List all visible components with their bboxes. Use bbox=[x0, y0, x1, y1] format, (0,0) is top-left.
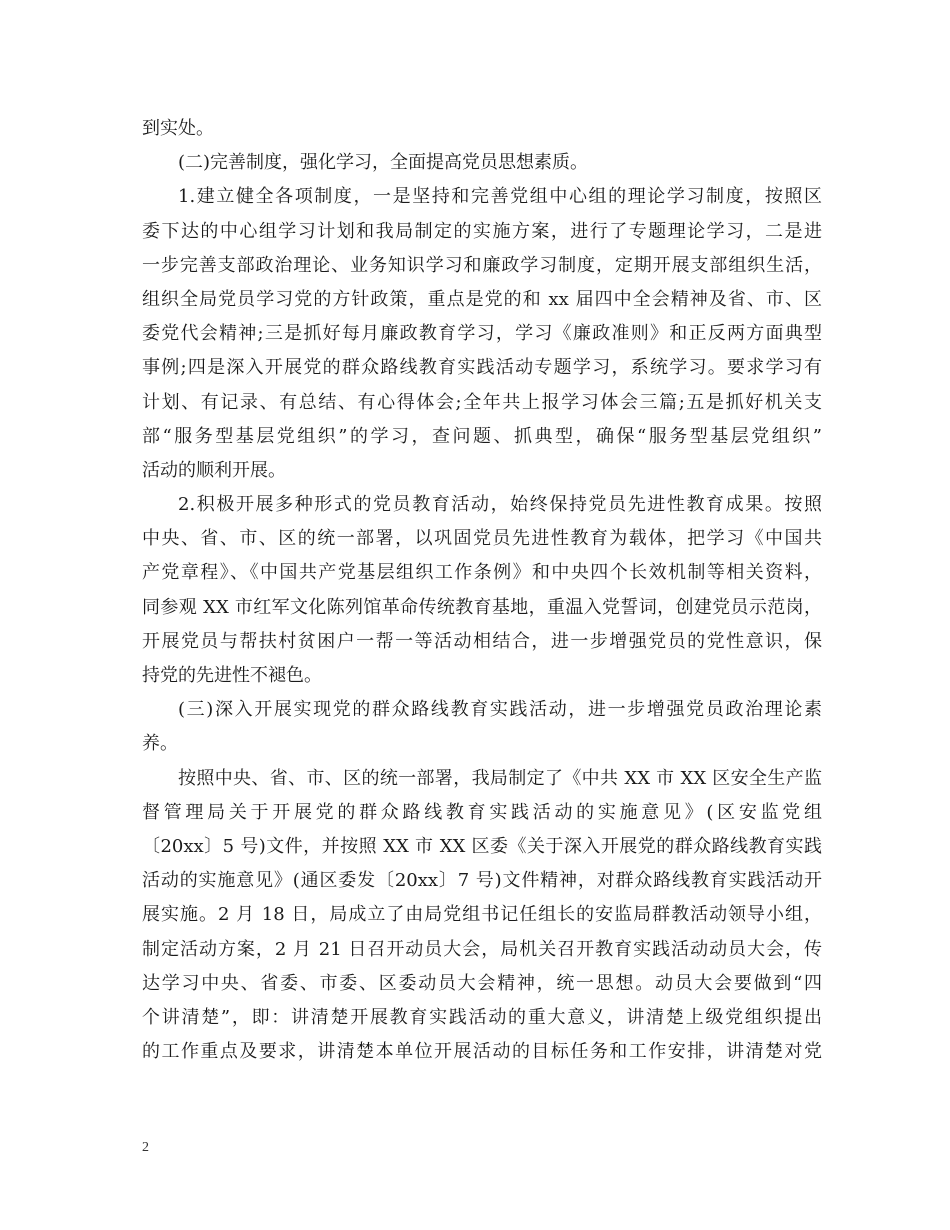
text-line: 一步完善支部政治理论、业务知识学习和廉政学习制度，定期开展支部组织生活， bbox=[142, 254, 822, 276]
text-line: 养。 bbox=[142, 733, 178, 755]
text-line: 委下达的中心组学习计划和我局制定的实施方案，进行了专题理论学习，二是进 bbox=[142, 220, 822, 242]
text-line: (三)深入开展实现党的群众路线教育实践活动，进一步增强党员政治理论素 bbox=[178, 699, 822, 721]
text-line: 产党章程》、《中国共产党基层组织工作条例》和中央四个长效机制等相关资料， bbox=[142, 562, 822, 584]
text-line: 制定活动方案，2 月 21 日召开动员大会，局机关召开教育实践活动动员大会，传 bbox=[142, 938, 822, 960]
text-line: 达学习中央、省委、市委、区委动员大会精神，统一思想。动员大会要做到“四 bbox=[142, 972, 822, 994]
text-line: 计划、有记录、有总结、有心得体会;全年共上报学习体会三篇;五是抓好机关支 bbox=[142, 391, 822, 413]
text-line: 委党代会精神;三是抓好每月廉政教育学习，学习《廉政准则》和正反两方面典型 bbox=[142, 323, 822, 345]
body-text bbox=[142, 112, 822, 1069]
text-line: 中央、省、市、区的统一部署，以巩固党员先进性教育为载体，把学习《中国共 bbox=[142, 528, 822, 550]
text-line: 活动的顺利开展。 bbox=[142, 459, 286, 481]
text-line: 活动的实施意见》(通区委发〔20xx〕7 号)文件精神，对群众路线教育实践活动开 bbox=[142, 870, 822, 892]
text-line: 同参观 XX 市红军文化陈列馆革命传统教育基地，重温入党誓词，创建党员示范岗， bbox=[142, 596, 822, 618]
text-line: 1.建立健全各项制度，一是坚持和完善党组中心组的理论学习制度，按照区 bbox=[178, 186, 822, 208]
text-line: 展实施。2 月 18 日，局成立了由局党组书记任组长的安监局群教活动领导小组， bbox=[142, 904, 822, 926]
text-line: 2.积极开展多种形式的党员教育活动，始终保持党员先进性教育成果。按照 bbox=[178, 494, 822, 516]
text-line: 督管理局关于开展党的群众路线教育实践活动的实施意见》(区安监党组 bbox=[142, 801, 822, 823]
text-line: 的工作重点及要求，讲清楚本单位开展活动的目标任务和工作安排，讲清楚对党 bbox=[142, 1041, 822, 1063]
text-line: 〔20xx〕5 号)文件，并按照 XX 市 XX 区委《关于深入开展党的群众路线教育实践 bbox=[142, 835, 822, 857]
page-number: 2 bbox=[142, 1140, 149, 1155]
text-line: 到实处。 bbox=[142, 118, 214, 139]
text-line: (二)完善制度，强化学习，全面提高党员思想素质。 bbox=[178, 152, 589, 174]
text-line: 个讲清楚”，即：讲清楚开展教育实践活动的重大意义，讲清楚上级党组织提出 bbox=[142, 1006, 822, 1028]
text-line: 按照中央、省、市、区的统一部署，我局制定了《中共 XX 市 XX 区安全生产监 bbox=[178, 767, 822, 789]
text-line: 持党的先进性不褪色。 bbox=[142, 665, 322, 686]
text-line: 组织全局党员学习党的方针政策，重点是党的和 xx 届四中全会精神及省、市、区 bbox=[142, 288, 822, 310]
text-line: 事例;四是深入开展党的群众路线教育实践活动专题学习，系统学习。要求学习有 bbox=[142, 357, 822, 379]
text-line: 部“服务型基层党组织”的学习，查问题、抓典型，确保“服务型基层党组织” bbox=[142, 425, 822, 447]
text-line: 开展党员与帮扶村贫困户一帮一等活动相结合，进一步增强党员的党性意识，保 bbox=[142, 630, 822, 652]
